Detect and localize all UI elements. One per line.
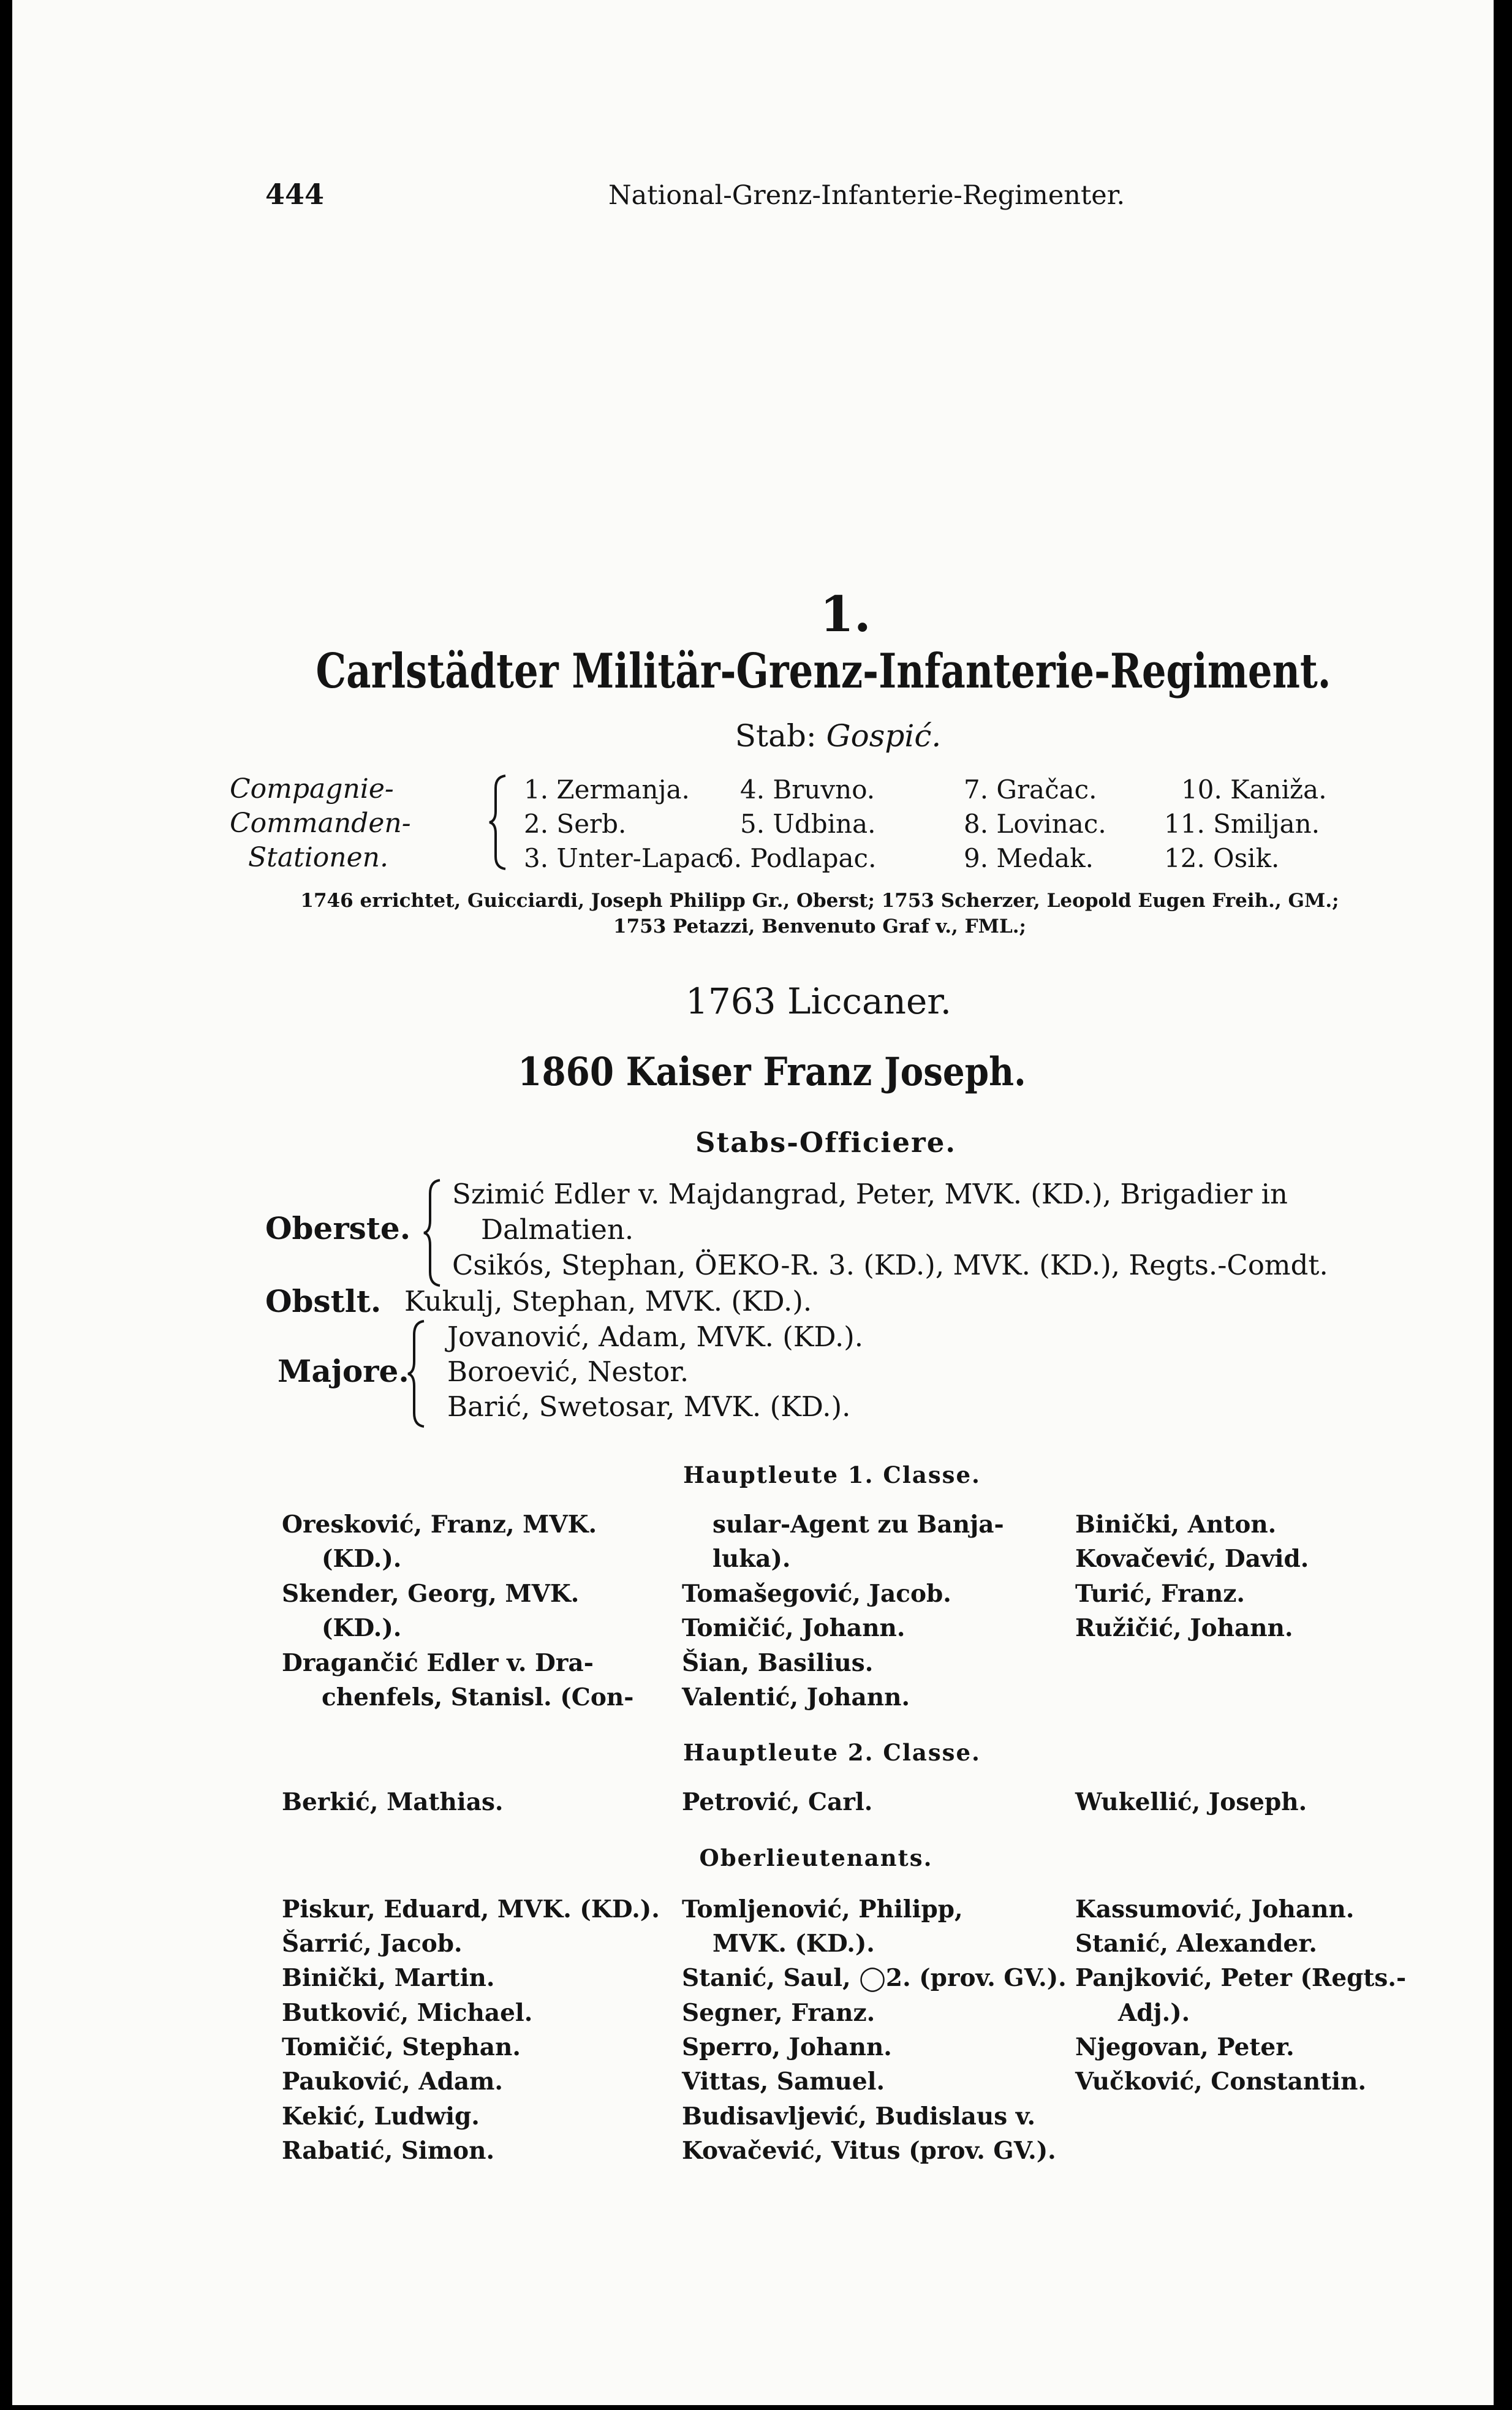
stations-brace (487, 773, 512, 871)
rank-label-obstlt: Obstlt. (265, 1283, 382, 1319)
officer-name: Kassumović, Johann. (1075, 1895, 1355, 1923)
officer-name: Njegovan, Peter. (1075, 2033, 1295, 2061)
station-item: 8. Lovinac. (964, 809, 1106, 839)
majore-brace (406, 1319, 430, 1429)
station-item: 12. Osik. (1164, 843, 1280, 873)
officer-name: Stanić, Alexander. (1075, 1930, 1317, 1958)
officer-name: Kovačević, David. (1075, 1545, 1309, 1573)
officer-name: Tomičić, Johann. (682, 1614, 905, 1642)
history-line: 1746 errichtet, Guicciardi, Joseph Philipp Gr., Oberst; 1753 Scherzer, Leopold Eugen Freih., GM.; (300, 890, 1339, 912)
station-item: 9. Medak. (964, 843, 1094, 873)
regiment-stab (735, 718, 942, 754)
officer-name: Oresković, Franz, MVK. (282, 1510, 597, 1539)
running-title: National-Grenz-Infanterie-Regimenter. (608, 180, 1125, 211)
officer-name: MVK. (KD.). (713, 1930, 875, 1958)
station-item: 1. Zermanja. (524, 775, 690, 805)
station-item: 3. Unter-Lapac. (524, 843, 728, 873)
officer-name: Wukellić, Joseph. (1075, 1788, 1307, 1816)
officer-name: Šarrić, Jacob. (282, 1930, 463, 1958)
station-item: 5. Udbina. (740, 809, 876, 839)
officer-name: luka). (713, 1545, 791, 1573)
rank-label-oberste: Oberste. (265, 1210, 411, 1246)
officer-name: Skender, Georg, MVK. (282, 1580, 580, 1608)
officer-name: Rabatić, Simon. (282, 2137, 495, 2165)
station-item: 6. Podlapac. (717, 843, 877, 873)
oberst-line: Csikós, Stephan, ÖEKO-R. 3. (KD.), MVK. (KD.), Regts.-Comdt. (452, 1249, 1328, 1281)
regiment-history (207, 888, 1432, 939)
officer-name: Adj.). (1118, 1999, 1190, 2027)
history-line: 1753 Petazzi, Benvenuto Graf v., FML.; (613, 915, 1026, 938)
officer-name: Tomljenović, Philipp, (682, 1895, 963, 1923)
stations-label-line: Commanden- (230, 808, 411, 839)
section-heading-hauptleute-2: Hauptleute 2. Classe. (683, 1739, 981, 1766)
officer-name: Budisavljević, Budislaus v. (682, 2102, 1036, 2131)
officer-name: Vittas, Samuel. (682, 2067, 885, 2096)
officer-name: Tomašegović, Jacob. (682, 1580, 951, 1608)
officer-name: (KD.). (322, 1545, 402, 1573)
regiment-number: 1. (820, 585, 871, 643)
officer-name: (KD.). (322, 1614, 402, 1642)
officer-name: Vučković, Constantin. (1075, 2067, 1367, 2096)
officer-name: Berkić, Mathias. (282, 1788, 504, 1816)
officer-name: Turić, Franz. (1075, 1580, 1245, 1608)
stab-place: Gospić. (826, 718, 942, 754)
station-item: 2. Serb. (524, 809, 627, 839)
officer-name: Binički, Martin. (282, 1964, 495, 1992)
stab-label: Stab: (735, 718, 817, 754)
officer-name: Panjković, Peter (Regts.- (1075, 1964, 1407, 1992)
stations-label-line: Stationen. (248, 842, 389, 873)
name-1860: 1860 Kaiser Franz Joseph. (518, 1049, 1026, 1095)
regiment-title: Carlstädter Militär-Grenz-Infanterie-Regiment. (316, 643, 1331, 699)
station-item: 7. Gračac. (964, 775, 1097, 805)
name-1763: 1763 Liccaner. (685, 980, 952, 1022)
oberst-line: Szimić Edler v. Majdangrad, Peter, MVK. (KD.), Brigadier in (452, 1178, 1288, 1210)
officer-name: Butković, Michael. (282, 1999, 533, 2027)
officer-name: Tomičić, Stephan. (282, 2033, 521, 2061)
officer-name: Kekić, Ludwig. (282, 2102, 480, 2131)
officer-name: Valentić, Johann. (682, 1683, 910, 1711)
officer-name: Sperro, Johann. (682, 2033, 892, 2061)
officer-name: Dragančić Edler v. Dra- (282, 1649, 594, 1677)
officer-name: Piskur, Eduard, MVK. (KD.). (282, 1895, 660, 1923)
rank-label-majore: Majore. (278, 1353, 409, 1389)
page-number: 444 (265, 178, 325, 211)
officer-name: Stanić, Saul, ◯2. (prov. GV.). (682, 1964, 1067, 1992)
station-item: 10. Kaniža. (1181, 775, 1327, 805)
major-line: Barić, Swetosar, MVK. (KD.). (447, 1390, 851, 1423)
section-heading-staff: Stabs-Officiere. (695, 1126, 957, 1159)
officer-name: Binički, Anton. (1075, 1510, 1277, 1539)
officer-name: sular-Agent zu Banja- (713, 1510, 1004, 1539)
major-line: Boroević, Nestor. (447, 1355, 689, 1388)
document-page (12, 0, 1494, 2405)
station-item: 11. Smiljan. (1164, 809, 1320, 839)
officer-name: Petrović, Carl. (682, 1788, 873, 1816)
officer-name: chenfels, Stanisl. (Con- (322, 1683, 634, 1711)
officer-name: Ružičić, Johann. (1075, 1614, 1293, 1642)
oberste-brace (421, 1178, 446, 1288)
officer-name: Segner, Franz. (682, 1999, 875, 2027)
stations-label-line: Compagnie- (230, 773, 394, 805)
section-heading-oberlieutenants: Oberlieutenants. (699, 1844, 933, 1871)
officer-name: Šian, Basilius. (682, 1649, 874, 1677)
officer-name: Pauković, Adam. (282, 2067, 503, 2096)
officer-name: Kovačević, Vitus (prov. GV.). (682, 2137, 1056, 2165)
major-line: Jovanović, Adam, MVK. (KD.). (447, 1321, 864, 1353)
section-heading-hauptleute-1: Hauptleute 1. Classe. (683, 1461, 981, 1488)
oberst-line: Dalmatien. (481, 1213, 634, 1246)
obstlt-line: Kukulj, Stephan, MVK. (KD.). (404, 1285, 812, 1317)
station-item: 4. Bruvno. (740, 775, 875, 805)
